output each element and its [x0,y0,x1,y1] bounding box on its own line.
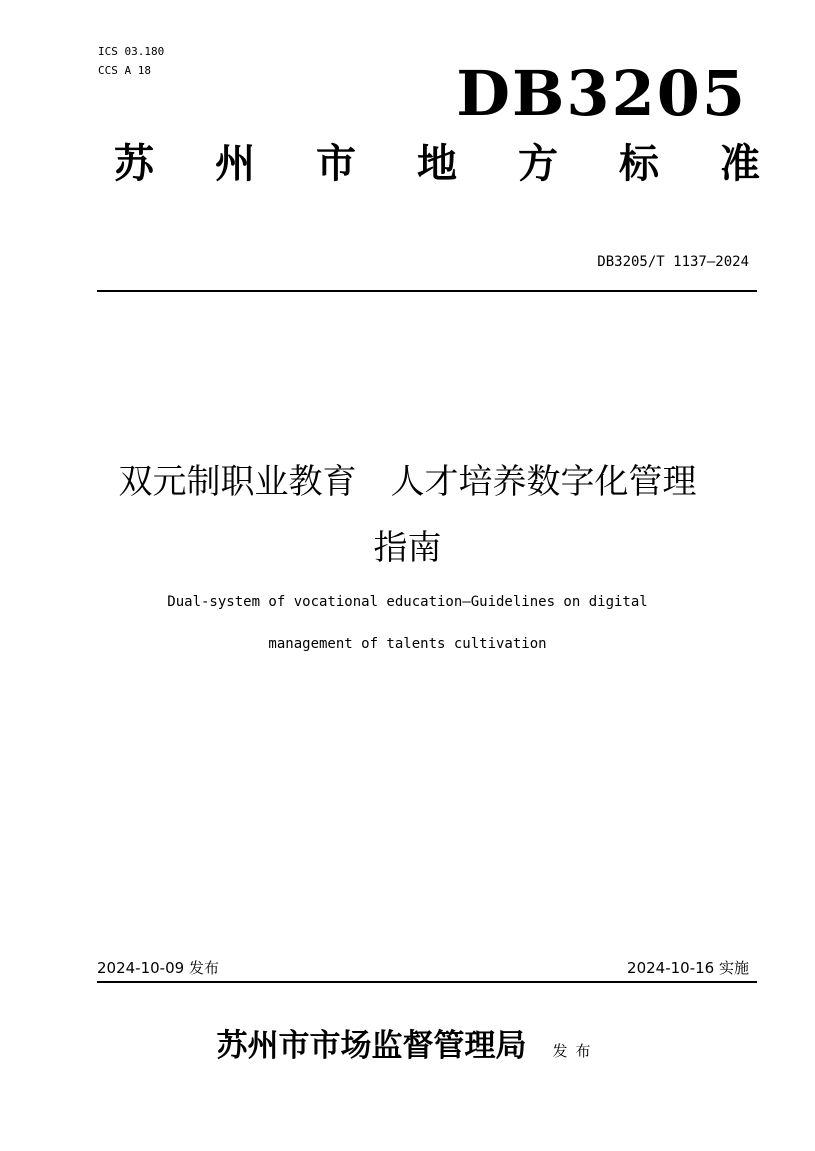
standard-type-char: 地 [417,140,457,187]
top-divider [97,290,757,292]
standard-type-char: 市 [316,140,356,187]
title-en-line1: Dual-system of vocational education—Guidelines on digital [167,594,648,610]
standard-type-char: 苏 [114,140,154,187]
ccs-code: CCS A 18 [98,64,151,77]
standard-type-char: 州 [215,140,255,187]
standard-type [114,140,760,188]
title-cn-line2: 指南 [373,528,442,568]
standard-type-char: 准 [720,140,760,187]
bottom-divider [97,981,757,983]
classification-codes [98,42,164,80]
title-en-line2: management of talents cultivation [268,636,547,652]
issuer-name: 苏州市市场监督管理局 [216,1028,527,1064]
ics-code: ICS 03.180 [98,45,165,58]
issuer [0,1026,815,1071]
issue-date: 2024-10-09 发布 [97,959,219,977]
implementation-date: 2024-10-16 实施 [627,959,749,977]
standard-type-char: 方 [518,140,558,187]
issuer-suffix: 发布 [552,1042,599,1060]
title-cn-line1: 双元制职业教育 人才培养数字化管理 [118,462,697,502]
standard-code: DB3205 [456,57,747,130]
standard-number: DB3205/T 1137—2024 [597,254,749,270]
standard-type-char: 标 [619,140,659,187]
